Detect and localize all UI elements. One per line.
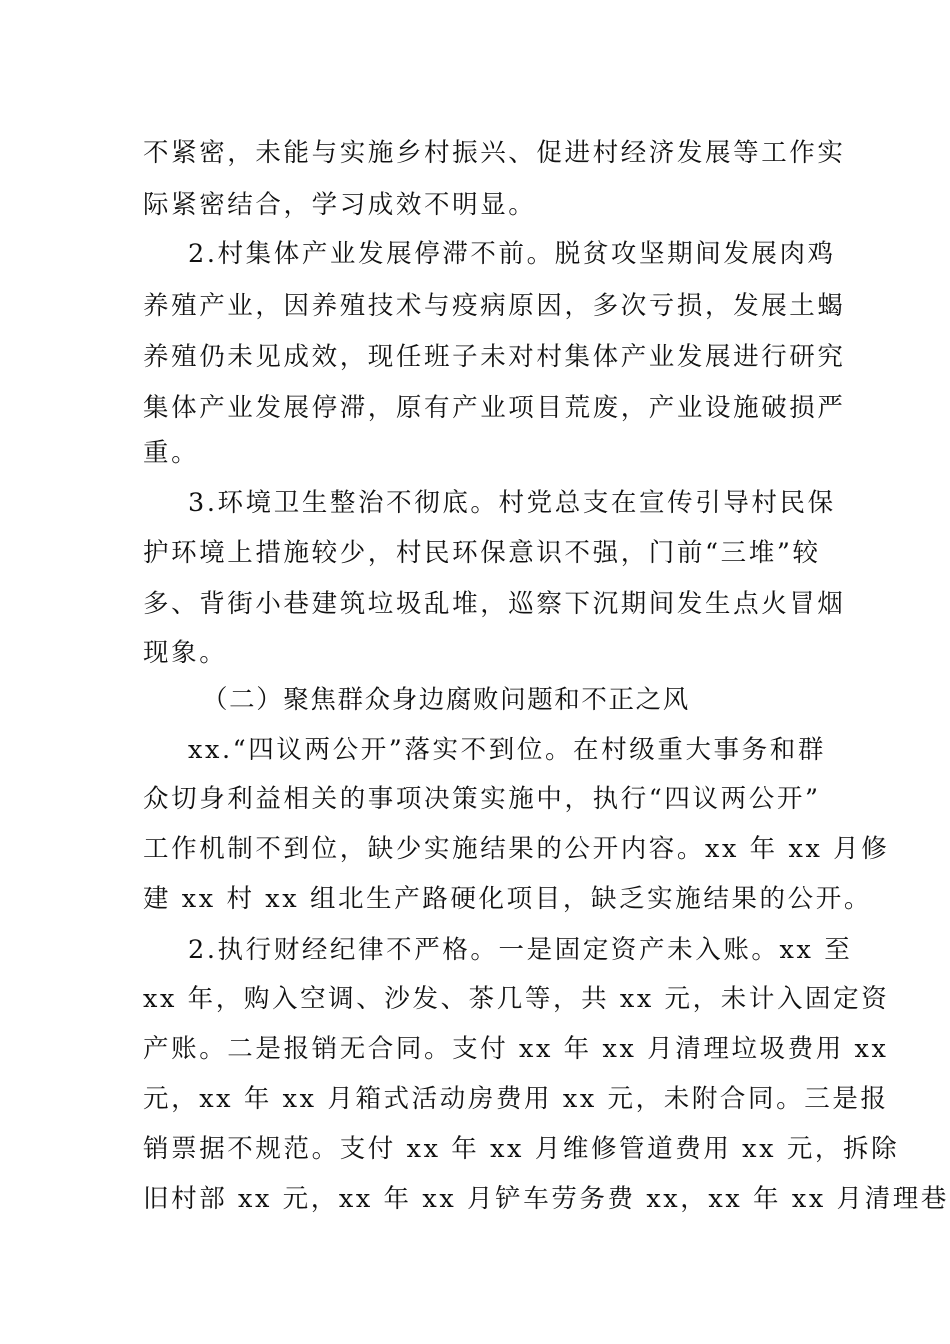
text-line: 集体产业发展停滞，原有产业项目荒废，产业设施破损严 xyxy=(143,393,846,423)
paragraph-first-line: xx.“四议两公开”落实不到位。在村级重大事务和群 xyxy=(188,735,826,765)
paragraph-first-line: 2.执行财经纪律不严格。一是固定资产未入账。xx 至 xyxy=(188,935,853,965)
section-subheading: （二）聚焦群众身边腐败问题和不正之风 xyxy=(202,685,690,715)
text-line: 养殖产业，因养殖技术与疫病原因，多次亏损，发展土蝎 xyxy=(143,291,846,321)
text-line: 工作机制不到位，缺少实施结果的公开内容。xx 年 xx 月修 xyxy=(143,834,890,864)
text-line: 护环境上措施较少，村民环保意识不强，门前“三堆”较 xyxy=(143,538,821,568)
text-line: 销票据不规范。支付 xx 年 xx 月维修管道费用 xx 元，拆除 xyxy=(143,1134,900,1164)
text-line: 际紧密结合，学习成效不明显。 xyxy=(143,190,537,220)
text-line: 建 xx 村 xx 组北生产路硬化项目，缺乏实施结果的公开。 xyxy=(143,884,872,914)
paragraph-first-line: 2.村集体产业发展停滞不前。脱贫攻坚期间发展肉鸡 xyxy=(188,239,836,269)
text-line: 现象。 xyxy=(143,638,228,668)
text-line: xx 年，购入空调、沙发、茶几等，共 xx 元，未计入固定资 xyxy=(143,984,890,1014)
text-line: 产账。二是报销无合同。支付 xx 年 xx 月清理垃圾费用 xx xyxy=(143,1034,889,1064)
paragraph-first-line: 3.环境卫生整治不彻底。村党总支在宣传引导村民保 xyxy=(188,488,836,518)
text-line: 众切身利益相关的事项决策实施中，执行“四议两公开” xyxy=(143,784,821,814)
text-line: 不紧密，未能与实施乡村振兴、促进村经济发展等工作实 xyxy=(143,138,846,168)
text-line: 元，xx 年 xx 月箱式活动房费用 xx 元，未附合同。三是报 xyxy=(143,1084,889,1114)
text-line: 养殖仍未见成效，现任班子未对村集体产业发展进行研究 xyxy=(143,342,846,372)
text-line: 重。 xyxy=(143,438,200,468)
text-line: 旧村部 xx 元，xx 年 xx 月铲车劳务费 xx，xx 年 xx 月清理巷 xyxy=(143,1184,949,1214)
text-line: 多、背街小巷建筑垃圾乱堆，巡察下沉期间发生点火冒烟 xyxy=(143,589,846,619)
